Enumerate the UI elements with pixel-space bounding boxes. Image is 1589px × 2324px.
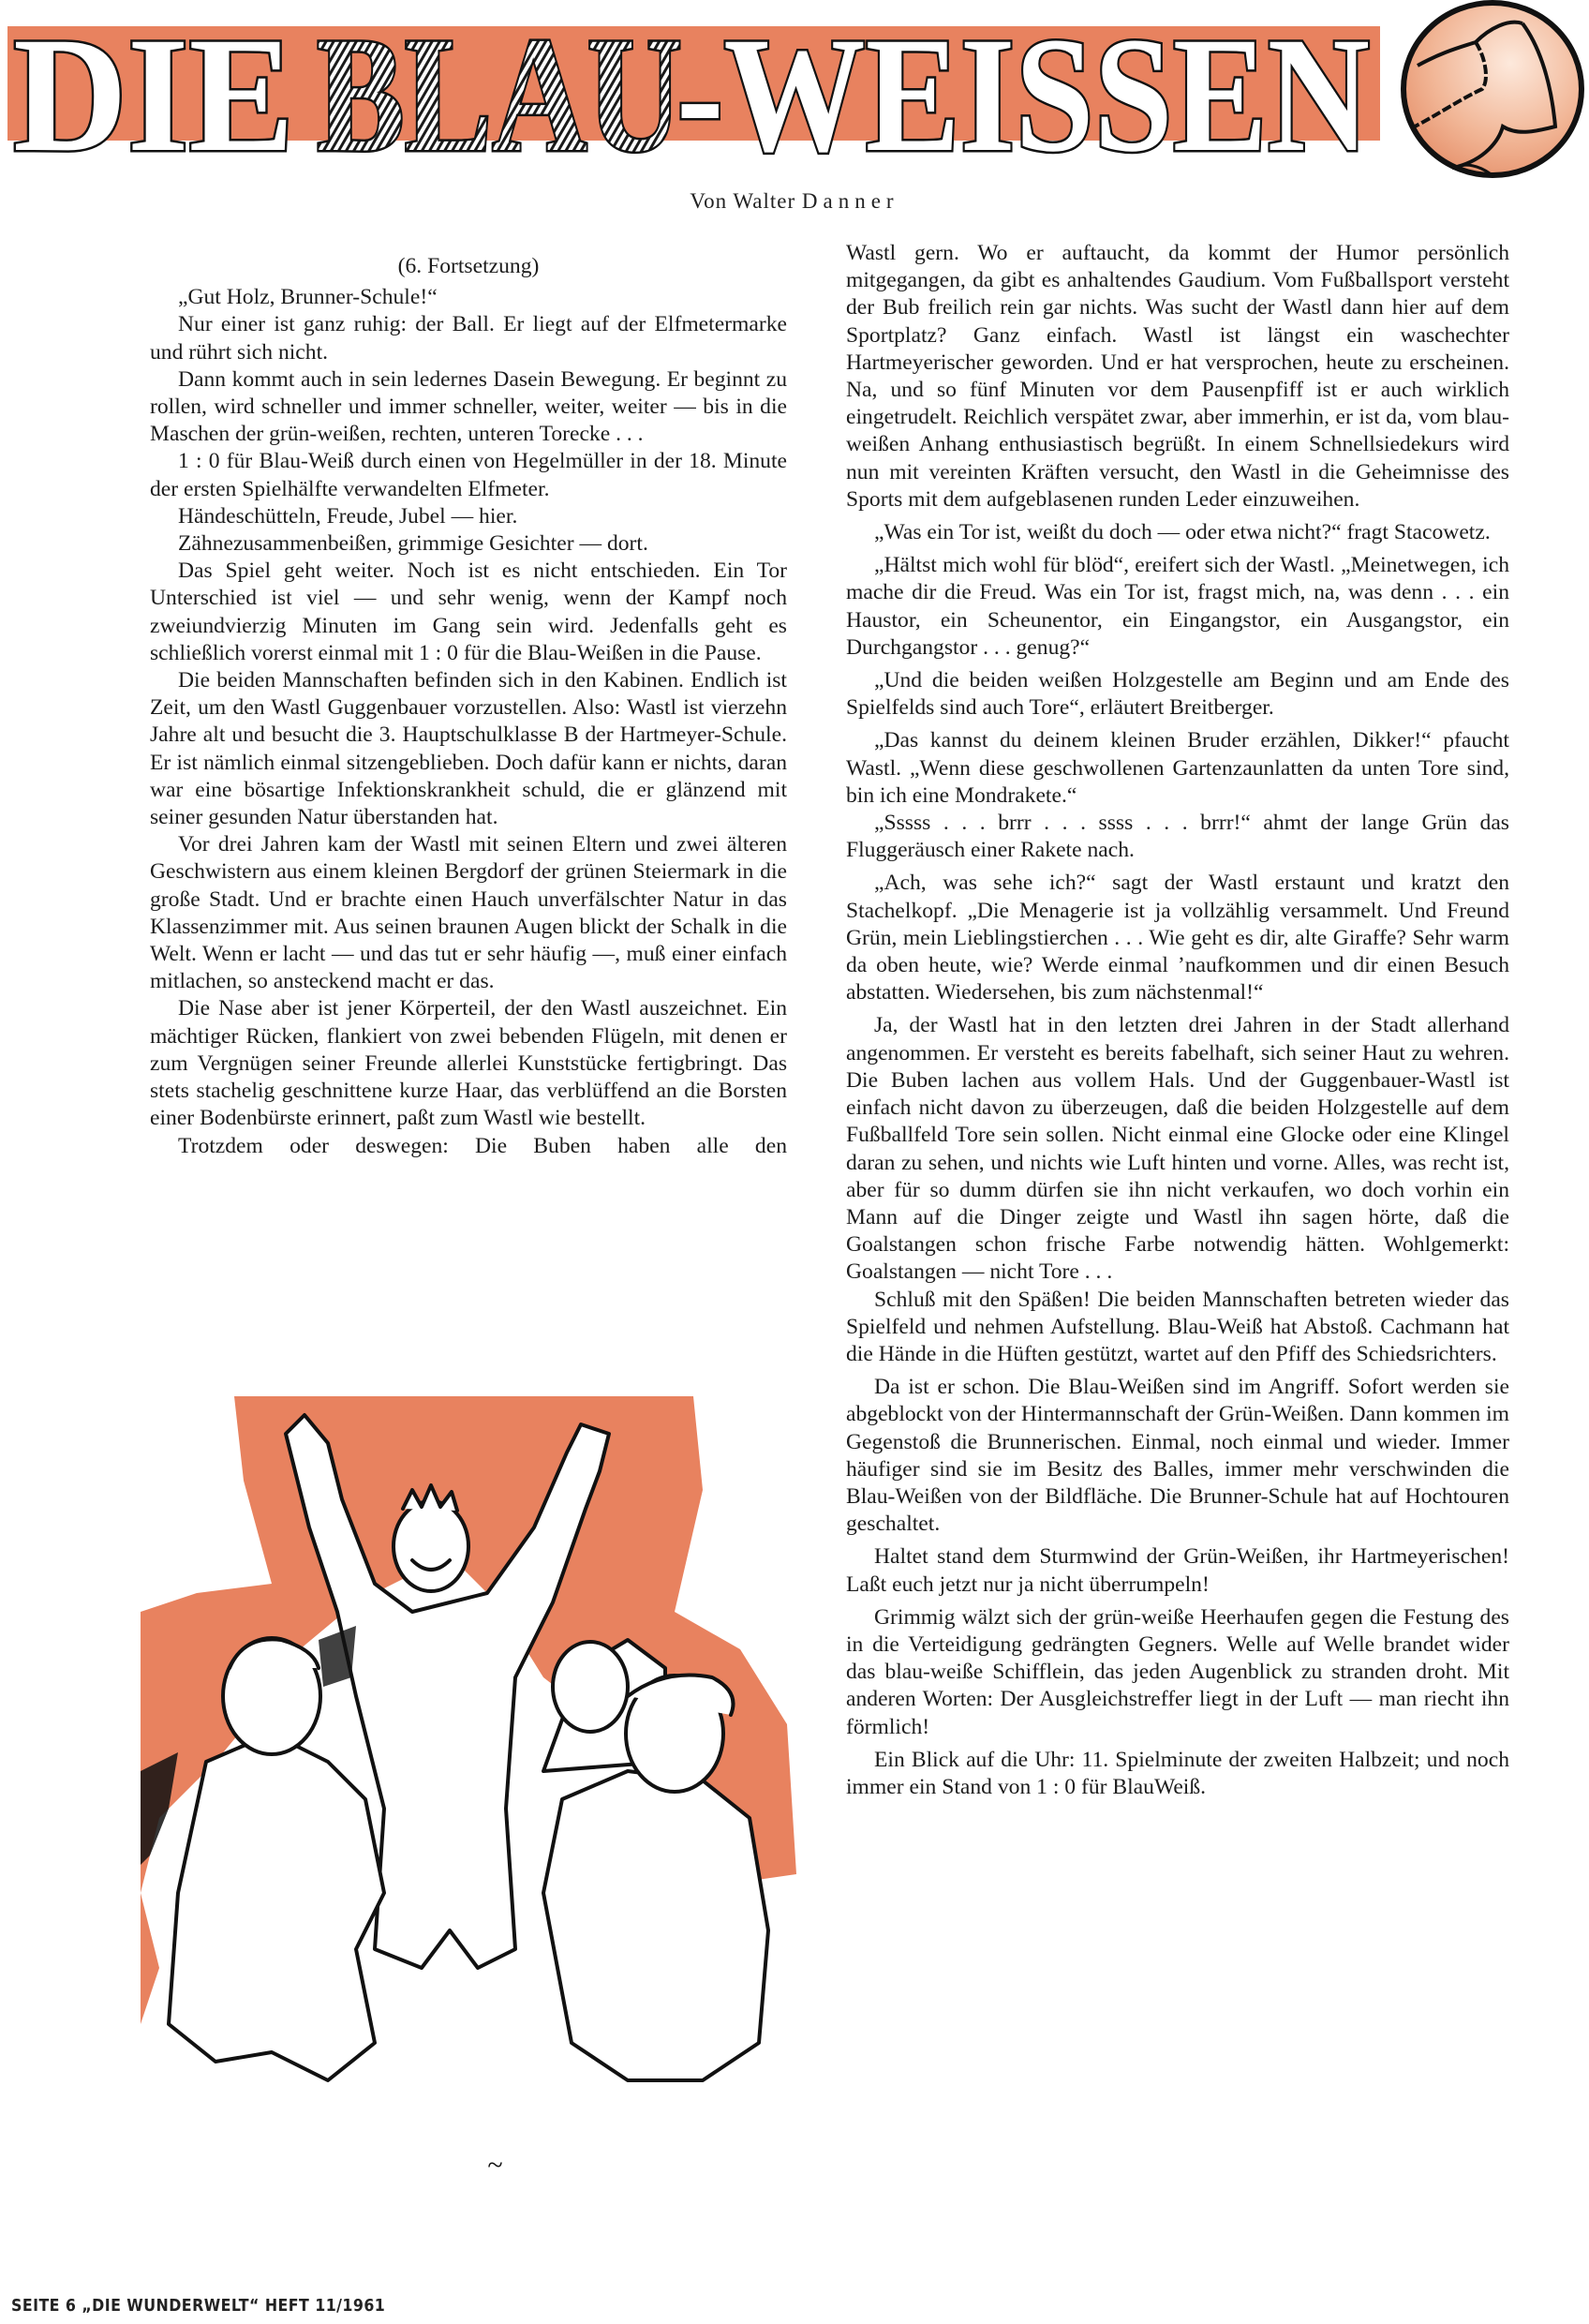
installment-label: (6. Fortsetzung) [397, 254, 540, 278]
illustration-boys-cheering [141, 1368, 796, 2193]
paragraph: Die beiden Mannschaften befinden sich in den Kabinen. Endlich ist Zeit, um den Wastl Guggenbauer vorzustellen. Also: Wastl ist vierzehn Jahre alt und besucht die 3. Hauptschulklasse B der Hartmeyer-Schule. Er ist nämlich einmal sitzengeblieben. Doch dafür kann er nichts, daran war eine bösartige Infektionskrankheit schuld, die er glänzend mit seiner gesunden Natur überstanden hat. [150, 668, 787, 830]
masthead-title [0, 0, 1589, 187]
paragraph: Haltet stand dem Sturmwind der Grün-Weißen, ihr Hartmeyerischen! Laßt euch jetzt nur ja nicht überrumpeln! [846, 1544, 1509, 1597]
paragraph: Schluß mit den Späßen! Die beiden Mannschaften betreten wieder das Spielfeld und nehmen Aufstellung. Blau-Weiß hat Abstoß. Cachmann hat die Hände in die Hüften gestützt, wartet auf den Pfiff des Schiedsrichters. [846, 1287, 1509, 1366]
paragraph: Wastl gern. Wo er auftaucht, da kommt der Humor persönlich mitgegangen, da gibt es anhaltendes Gaudium. Vom Fußballsport versteht der Bub freilich rein gar nichts. Was sucht der Wastl dann hier auf dem Sportplatz? Ganz einfach. Wastl ist längst ein waschechter Hartmeyerischer geworden. Und er hat versprochen, heute zu erscheinen. Na, und so fünf Minuten vor dem Pausenpfiff ist er auch wirklich eingetrudelt. Reichlich verspätet zwar, aber immerhin, er ist da, vom blauweißen Anhang enthusiastisch begrüßt. In einem Schnellsiedekurs wird nun mit vereinten Kräften versucht, den Wastl in die Geheimnisse des Sports mit dem aufgeblasenen runden Leder einzuweihen. [846, 241, 1509, 512]
paragraph: Das Spiel geht weiter. Noch ist es nicht entschieden. Ein Tor Unterschied ist viel — und sehr wenig, wenn der Kampf noch zweiundvierzig Minuten im Gang sein wird. Jedenfalls geht es schließlich vorerst einmal mit 1 : 0 für die Blau-Weißen in die Pause. [150, 559, 787, 665]
byline-author: Danner [801, 189, 899, 213]
title-blau: BLAU [317, 4, 682, 186]
page-footer: SEITE 6 „DIE WUNDERWELT“ HEFT 11/1961 [11, 2296, 386, 2316]
illustration-signature: ~ [487, 2150, 503, 2181]
paragraph: „Ach, was sehe ich?“ sagt der Wastl erstaunt und kratzt den Stachelkopf. „Die Menagerie ist ja vollzählig versammelt. Und Freund Grün, mein Lieblingstierchen . . . Wie geht es dir, alte Giraffe? Sehr warm da oben heute, wie? Werde einmal ’naufkommen und dir einen Besuch abstatten. Wiedersehen, bis zum nächstenmal!“ [846, 871, 1509, 1006]
paragraph: Die Nase aber ist jener Körperteil, der den Wastl auszeichnet. Ein mächtiger Rücken, flankiert von zwei bebenden Flügeln, mit denen er zum Vergnügen seiner Freunde allerlei Kunststücke fertigbringt. Das stets stachelig geschnittene kurze Haar, das verblüffend an die Borsten einer Bodenbürste erinnert, paßt zum Wastl wie bestellt. [150, 996, 787, 1131]
paragraph: Vor drei Jahren kam der Wastl mit seinen Eltern und zwei älteren Geschwistern aus einem kleinen Bergdorf der grünen Steiermark in die große Stadt. Und er brachte einen Hauch unverfälschter Natur in das Klassenzimmer mit. Aus seinen braunen Augen blickt der Schalk in die Welt. Wenn er lacht — und das tut er sehr häufig —, muß einer einfach mitlachen, so ansteckend macht er das. [150, 832, 787, 994]
paragraph: „Und die beiden weißen Holzgestelle am Beginn und am Ende des Spielfelds sind auch Tore“, erläutert Breitberger. [846, 668, 1509, 721]
paragraph: „Sssss . . . brrr . . . ssss . . . brrr!“ ahmt der lange Grün das Fluggeräusch einer Rakete nach. [846, 811, 1509, 863]
paragraph: „Was ein Tor ist, weißt du doch — oder etwa nicht?“ fragt Stacowetz. [874, 520, 1491, 545]
article-column-left [150, 253, 787, 1160]
paragraph: Händeschütteln, Freude, Jubel — hier. [178, 503, 518, 529]
paragraph: „Hältst mich wohl für blöd“, ereifert sich der Wastl. „Meinetwegen, ich mache dir die Freud. Was ein Tor ist, fragst mich, na, was denn . . . ein Haustor, ein Scheunentor, ein Eingangstor, ein Ausgangstor, ein Durchgangstor . . . genug?“ [846, 553, 1509, 660]
article-column-right [846, 240, 1509, 1801]
title-weissen: -WEISSEN [676, 4, 1370, 186]
paragraph: Da ist er schon. Die Blau-Weißen sind im Angriff. Sofort werden sie abgeblockt von der Hintermannschaft der Grün-Weißen. Dann kommen im Gegenstoß die Brunnerischen. Einmal, noch einmal und wieder. Immer häufiger sind sie im Besitz des Balles, immer mehr verschwinden die Blau-Weißen von der Bildfläche. Die Brunner-Schule hat auf Hochtouren geschaltet. [846, 1375, 1509, 1537]
football-icon [1403, 3, 1582, 175]
byline-prefix: Von Walter [690, 189, 796, 213]
paragraph: Ein Blick auf die Uhr: 11. Spielminute der zweiten Halbzeit; und noch immer ein Stand von 1 : 0 für BlauWeiß. [846, 1747, 1509, 1799]
title-die: DIE [13, 4, 294, 186]
paragraph: Trotzdem oder deswegen: Die Buben haben alle den [178, 1133, 787, 1158]
paragraph: Dann kommt auch in sein ledernes Dasein Bewegung. Er beginnt zu rollen, wird schneller und immer schneller, weiter, weiter — bis in die Maschen der grün-weißen, rechten, unteren Torecke . . . [150, 366, 787, 447]
paragraph: 1 : 0 für Blau-Weiß durch einen von Hegelmüller in der 18. Minute der ersten Spielhälfte verwandelten Elfmeter. [150, 449, 787, 501]
byline [0, 189, 1589, 214]
paragraph: Zähnezusammenbeißen, grimmige Gesichter — dort. [178, 531, 648, 557]
paragraph: Grimmig wälzt sich der grün-weiße Heerhaufen gegen die Festung des in die Verteidigung gedrängten Gegners. Welle auf Welle brandet wider das blau-weiße Schifflein, das jeden Augenblick zu stranden droht. Mit anderen Worten: Der Ausgleichstreffer liegt in der Luft — man riecht ihn förmlich! [846, 1604, 1509, 1739]
paragraph: Nur einer ist ganz ruhig: der Ball. Er liegt auf der Elfmetermarke und rührt sich nicht. [150, 312, 787, 365]
paragraph: Ja, der Wastl hat in den letzten drei Jahren in der Stadt allerhand angenommen. Er versteht es bereits fabelhaft, sich seiner Haut zu wehren. Die Buben lachen aus vollem Hals. Und der Guggenbauer-Wastl ist einfach nicht davon zu überzeugen, daß die beiden Holzgestelle auf dem Fußballfeld Tore sein sollen. Nicht einmal eine Glocke oder eine Klingel daran zu sehen, und nichts wie Luft hinten und vorne. Alles, was recht ist, aber für so dumm dürfen sie ihn nicht verkaufen, wo doch vorhin ein Mann auf die Dinger zeigte und Wastl ihn sagen hörte, daß die Goalstangen schon frische Farbe notwendig hätten. Wohlgemerkt: Goalstangen — nicht Tore . . . [846, 1013, 1509, 1285]
paragraph: „Das kannst du deinem kleinen Bruder erzählen, Dikker!“ pfaucht Wastl. „Wenn diese geschwollenen Gartenzaunlatten da unten Tore sind, bin ich eine Mondrakete.“ [846, 728, 1509, 808]
paragraph: „Gut Holz, Brunner-Schule!“ [178, 285, 438, 310]
